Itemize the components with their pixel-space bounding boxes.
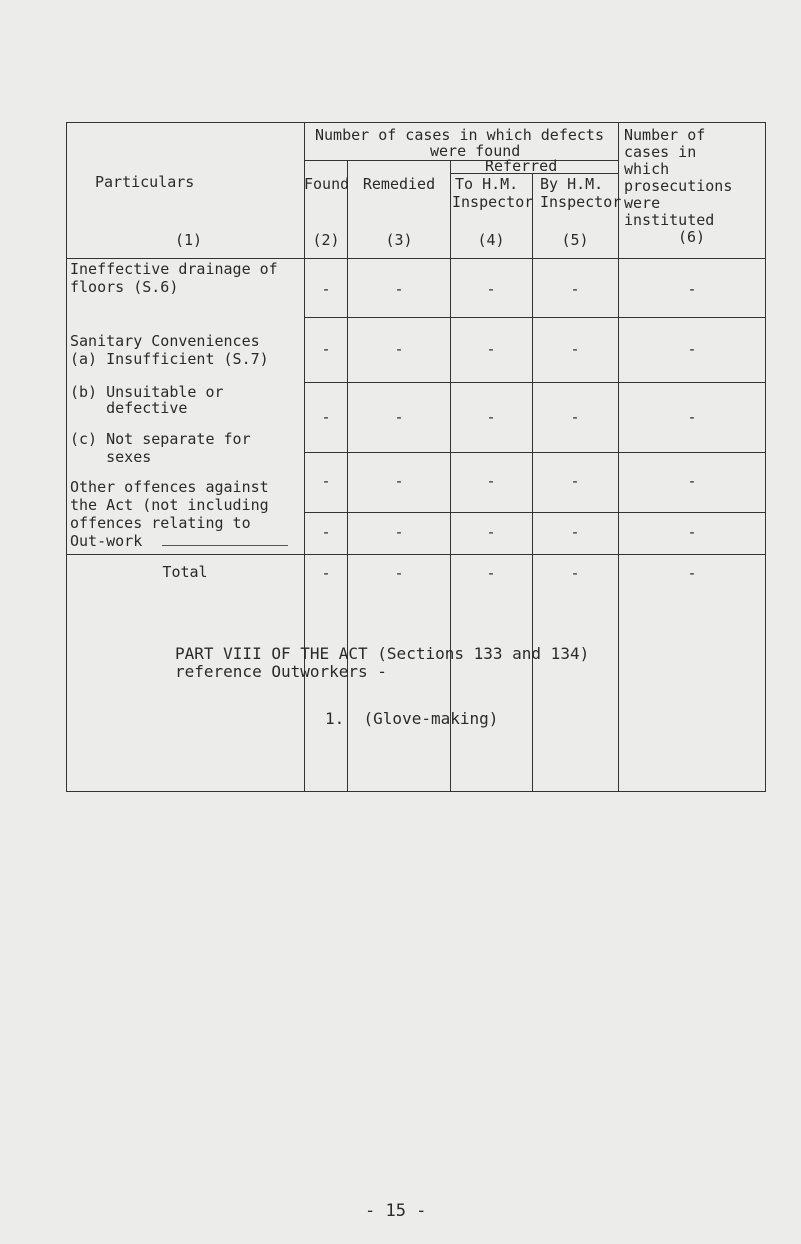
- table-cell: -: [394, 564, 404, 582]
- table-cell: -: [321, 408, 331, 426]
- header-bottom-rule: [66, 258, 766, 259]
- to-hm-line2: Inspector: [452, 193, 534, 211]
- row-rule: [304, 317, 766, 318]
- col4-number: (4): [477, 231, 505, 249]
- row3-label-line1: (b) Unsuitable or: [70, 383, 224, 401]
- table-cell: -: [321, 472, 331, 490]
- referred-heading: Referred: [485, 157, 558, 175]
- row4-label-line2: sexes: [70, 448, 152, 466]
- by-hm-line2: Inspector: [540, 193, 622, 211]
- table-cell: -: [687, 408, 697, 426]
- row1-label-line1: Ineffective drainage of: [70, 260, 278, 278]
- col1-separator: [304, 122, 305, 792]
- table-cell: -: [394, 408, 404, 426]
- row-rule: [304, 452, 766, 453]
- col6-separator: [618, 122, 619, 792]
- col3-separator: [450, 160, 451, 792]
- prosecutions-line1: Number of: [624, 126, 706, 144]
- outwork-underline: [162, 545, 288, 546]
- table-cell: -: [486, 280, 496, 298]
- table-cell: -: [394, 280, 404, 298]
- table-top-border: [66, 122, 766, 123]
- table-cell: -: [486, 408, 496, 426]
- table-cell: -: [570, 472, 580, 490]
- table-cell: -: [394, 472, 404, 490]
- table-cell: -: [687, 340, 697, 358]
- table-cell: -: [687, 472, 697, 490]
- row5-label-line2: the Act (not including: [70, 496, 269, 514]
- group-title-line2: were found: [430, 142, 521, 160]
- table-cell: -: [687, 523, 697, 541]
- table-cell: -: [687, 280, 697, 298]
- col2-number: (2): [312, 231, 340, 249]
- table-cell: -: [486, 564, 496, 582]
- row5-label-line3: offences relating to: [70, 514, 251, 532]
- table-cell: -: [687, 564, 697, 582]
- table-cell: -: [570, 564, 580, 582]
- table-cell: -: [570, 408, 580, 426]
- to-hm-line1: To H.M.: [455, 175, 519, 193]
- row5-label-line1: Other offences against: [70, 478, 269, 496]
- col5-number: (5): [561, 231, 589, 249]
- section-subtitle: reference Outworkers -: [175, 662, 387, 681]
- col1-number: (1): [175, 231, 203, 249]
- row2-label-line1: Sanitary Conveniences: [70, 332, 260, 350]
- col3-number: (3): [385, 231, 413, 249]
- table-cell: -: [570, 340, 580, 358]
- group-title-underline: [304, 160, 618, 161]
- row5-label-line4: Out-work: [70, 532, 143, 550]
- table-cell: -: [394, 523, 404, 541]
- table-cell: -: [321, 564, 331, 582]
- by-hm-line1: By H.M.: [540, 175, 604, 193]
- table-cell: -: [486, 340, 496, 358]
- page-number: - 15 -: [365, 1201, 427, 1221]
- row-rule: [304, 382, 766, 383]
- table-cell: -: [486, 472, 496, 490]
- section-title: PART VIII OF THE ACT (Sections 133 and 134): [175, 644, 590, 663]
- row2-label-line2: (a) Insufficient (S.7): [70, 350, 269, 368]
- table-left-border: [66, 122, 67, 792]
- table-bottom-border: [66, 791, 766, 792]
- table-cell: -: [570, 523, 580, 541]
- table-right-border: [765, 122, 766, 792]
- table-cell: -: [321, 280, 331, 298]
- prosecutions-line3: which: [624, 160, 670, 178]
- prosecutions-line6: instituted: [624, 211, 715, 229]
- section-item: 1. (Glove-making): [325, 709, 499, 728]
- table-cell: -: [321, 340, 331, 358]
- table-cell: -: [321, 523, 331, 541]
- table-cell: -: [486, 523, 496, 541]
- prosecutions-line5: were: [624, 194, 661, 212]
- total-row-rule: [66, 554, 766, 555]
- remedied-heading: Remedied: [362, 175, 436, 193]
- col6-number: (6): [677, 228, 706, 246]
- row4-label-line1: (c) Not separate for: [70, 430, 251, 448]
- prosecutions-line2: cases in: [624, 143, 697, 161]
- particulars-heading: Particulars: [95, 173, 195, 191]
- row-rule: [304, 512, 766, 513]
- row1-label-line2: floors (S.6): [70, 278, 179, 296]
- found-heading: Found: [304, 175, 350, 193]
- row3-label-line2: defective: [70, 399, 188, 417]
- col2-separator: [347, 160, 348, 792]
- col4-separator: [532, 173, 533, 792]
- total-label: Total: [162, 563, 208, 581]
- prosecutions-line4: prosecutions: [624, 177, 733, 195]
- table-cell: -: [394, 340, 404, 358]
- group-title-line1: Number of cases in which defects: [315, 126, 604, 144]
- table-cell: -: [570, 280, 580, 298]
